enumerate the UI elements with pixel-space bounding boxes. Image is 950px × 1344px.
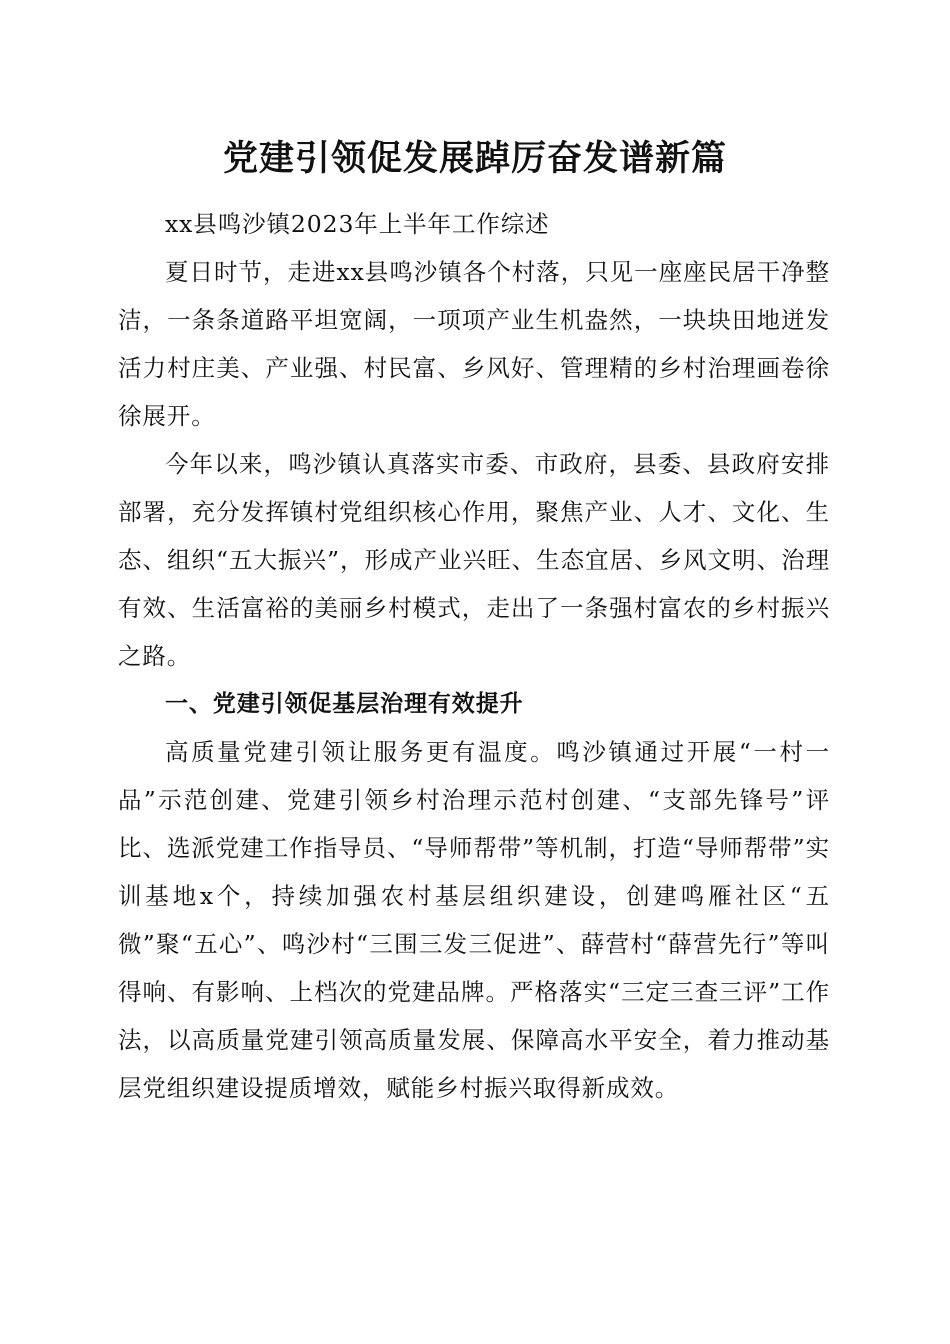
- document-title: 党建引领促发展踔厉奋发谱新篇: [222, 138, 727, 179]
- document-body: [118, 200, 830, 1112]
- paragraph-section-one: 高质量党建引领让服务更有温度。鸣沙镇通过开展“一村一品”示范创建、党建引领乡村治理示范村创建、“支部先锋号”评比、选派党建工作指导员、“导师帮带”等机制，打造“导师帮带”实训基地x个，持续加强农村基层组织建设，创建鸣雁社区“五微”聚“五心”、鸣沙村“三围三发三促进”、薛营村“薛营先行”等叫得响、有影响、上档次的党建品牌。严格落实“三定三查三评”工作法，以高质量党建引领高质量发展、保障高水平安全，着力推动基层党组织建设提质增效，赋能乡村振兴取得新成效。: [118, 738, 830, 1102]
- paragraph-intro: 夏日时节，走进xx县鸣沙镇各个村落，只见一座座民居干净整洁，一条条道路平坦宽阔，一项项产业生机盎然，一块块田地迸发活力村庄美、产业强、村民富、乡风好、管理精的乡村治理画卷徐徐展开。: [118, 258, 830, 430]
- section-heading: 一、党建引领促基层治理有效提升: [165, 691, 524, 717]
- document-subtitle: xx县鸣沙镇2023年上半年工作综述: [165, 210, 550, 238]
- paragraph-overview: 今年以来，鸣沙镇认真落实市委、市政府，县委、县政府安排部署，充分发挥镇村党组织核心作用，聚焦产业、人才、文化、生态、组织“五大振兴”，形成产业兴旺、生态宜居、乡风文明、治理有效、生活富裕的美丽乡村模式，走出了一条强村富农的乡村振兴之路。: [118, 450, 830, 670]
